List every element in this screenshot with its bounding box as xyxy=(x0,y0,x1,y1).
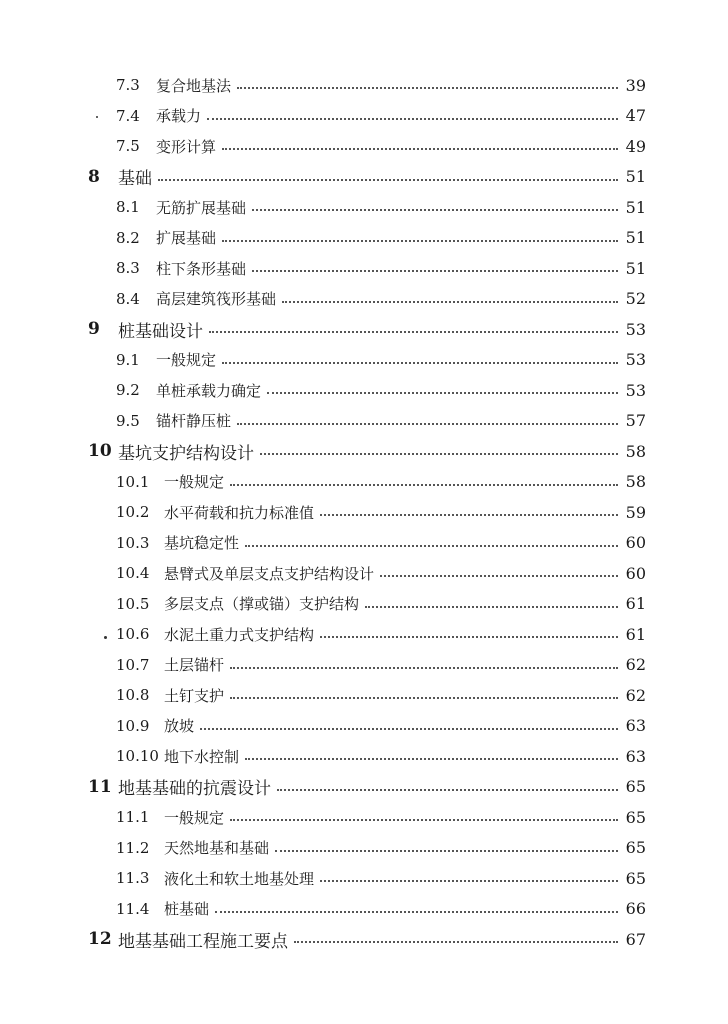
toc-chapter-entry xyxy=(0,314,728,344)
toc-entry-page-number: 60 xyxy=(625,533,646,552)
toc-entry-number: 8.4 xyxy=(116,289,140,308)
toc-entry-number: 10.9 xyxy=(116,716,150,735)
toc-entry-page-number: 65 xyxy=(625,777,646,796)
toc-entry-page-number: 39 xyxy=(625,75,646,95)
dot-leader xyxy=(215,911,618,913)
toc-entry-title: 柱下条形基础 xyxy=(156,259,247,278)
dot-leader xyxy=(230,697,618,699)
toc-section-entry xyxy=(0,863,728,893)
toc-section-entry xyxy=(0,894,728,924)
toc-entry-page-number: 49 xyxy=(625,136,646,156)
toc-entry-title: 液化土和软土地基处理 xyxy=(164,869,315,888)
toc-section-entry xyxy=(0,680,728,710)
toc-entry-title: 土层锚杆 xyxy=(164,656,225,674)
toc-entry-title: 悬臂式及单层支点支护结构设计 xyxy=(164,564,375,583)
toc-entry-title: 高层建筑筏形基础 xyxy=(156,290,277,308)
dot-leader xyxy=(365,606,618,608)
toc-section-entry xyxy=(0,223,728,253)
toc-entry-number: 10.7 xyxy=(116,655,150,674)
dot-leader xyxy=(222,240,618,242)
dot-leader xyxy=(267,392,618,394)
dot-leader xyxy=(222,148,618,150)
toc-chapter-entry xyxy=(0,924,728,954)
toc-chapter-entry xyxy=(0,772,728,802)
toc-entry-page-number: 51 xyxy=(625,167,646,186)
toc-entry-number: 11 xyxy=(88,776,112,797)
toc-entry-number: 7.4 xyxy=(116,106,140,125)
dot-leader xyxy=(237,423,618,425)
toc-entry-title: 基坑稳定性 xyxy=(164,534,240,552)
toc-section-entry xyxy=(0,406,728,436)
dot-leader xyxy=(320,514,618,516)
toc-entry-page-number: 51 xyxy=(625,258,646,278)
toc-entry-number: 8.3 xyxy=(116,259,140,277)
toc-chapter-entry xyxy=(0,162,728,192)
toc-section-entry xyxy=(0,650,728,680)
toc-entry-number: 9.2 xyxy=(116,381,140,399)
toc-entry-title: 桩基础设计 xyxy=(118,321,203,342)
toc-section-entry xyxy=(0,192,728,222)
dot-leader xyxy=(207,118,618,120)
toc-entry-number: 10.10 xyxy=(116,747,159,765)
toc-entry-number: 9 xyxy=(88,319,100,339)
toc-entry-number: 8 xyxy=(88,166,100,187)
toc-entry-number: 10.1 xyxy=(116,472,150,491)
toc-entry-title: 地基基础工程施工要点 xyxy=(118,931,288,952)
toc-entry-title: 一般规定 xyxy=(156,351,217,369)
toc-entry-title: 复合地基法 xyxy=(156,76,232,95)
toc-entry-page-number: 62 xyxy=(625,685,646,705)
toc-entry-page-number: 61 xyxy=(625,594,646,613)
toc-section-entry xyxy=(0,497,728,527)
toc-section-entry xyxy=(0,802,728,832)
scan-speck xyxy=(96,116,98,118)
dot-leader xyxy=(380,575,618,577)
toc-entry-page-number: 58 xyxy=(625,441,646,461)
toc-entry-page-number: 65 xyxy=(625,868,646,888)
dot-leader xyxy=(230,667,618,669)
toc-entry-title: 一般规定 xyxy=(164,473,225,491)
toc-section-entry xyxy=(0,375,728,405)
toc-entry-number: 9.1 xyxy=(116,350,140,369)
toc-entry-number: 10.5 xyxy=(116,594,150,613)
toc-entry-page-number: 61 xyxy=(625,624,646,644)
toc-entry-number: 9.5 xyxy=(116,411,140,430)
dot-leader xyxy=(230,819,618,821)
dot-leader xyxy=(275,850,618,852)
toc-section-entry xyxy=(0,619,728,649)
dot-leader xyxy=(245,545,618,547)
dot-leader xyxy=(320,880,618,882)
toc-entry-title: 放坡 xyxy=(164,717,195,735)
toc-section-entry xyxy=(0,70,728,100)
toc-entry-number: 8.2 xyxy=(116,228,140,247)
toc-entry-title: 锚杆静压桩 xyxy=(156,412,232,430)
toc-entry-page-number: 53 xyxy=(625,319,646,339)
dot-leader xyxy=(209,331,618,333)
toc-entry-number: 10 xyxy=(88,441,112,461)
toc-entry-title: 扩展基础 xyxy=(156,229,217,247)
toc-entry-page-number: 47 xyxy=(625,106,646,125)
toc-entry-page-number: 66 xyxy=(625,899,646,918)
toc-entry-page-number: 53 xyxy=(625,350,646,369)
dot-leader xyxy=(222,362,618,364)
toc-entry-number: 8.1 xyxy=(116,198,140,216)
toc-entry-number: 7.5 xyxy=(116,137,140,155)
toc-section-entry xyxy=(0,467,728,497)
toc-entry-title: 天然地基和基础 xyxy=(164,839,270,857)
dot-leader xyxy=(320,636,618,638)
dot-leader xyxy=(252,270,618,272)
toc-entry-page-number: 53 xyxy=(625,380,646,400)
toc-entry-page-number: 59 xyxy=(625,502,646,522)
toc-entry-number: 12 xyxy=(88,929,112,949)
toc-entry-number: 11.3 xyxy=(116,869,150,887)
toc-section-entry xyxy=(0,711,728,741)
toc-entry-number: 10.8 xyxy=(116,686,150,704)
toc-entry-page-number: 62 xyxy=(625,655,646,674)
toc-section-entry xyxy=(0,528,728,558)
toc-entry-number: 10.4 xyxy=(116,564,150,582)
dot-leader xyxy=(282,301,618,303)
toc-entry-title: 地基基础的抗震设计 xyxy=(118,779,271,799)
toc-section-entry xyxy=(0,345,728,375)
toc-entry-title: 水平荷载和抗力标准值 xyxy=(164,503,315,522)
dot-leader xyxy=(277,789,618,791)
toc-entry-page-number: 63 xyxy=(625,716,646,735)
toc-section-entry xyxy=(0,833,728,863)
toc-entry-page-number: 51 xyxy=(625,228,646,247)
toc-entry-title: 土钉支护 xyxy=(164,686,225,705)
toc-entry-number: 11.2 xyxy=(116,838,150,857)
toc-entry-title: 承载力 xyxy=(156,107,202,125)
toc-entry-number: 10.6 xyxy=(116,625,150,643)
toc-entry-page-number: 63 xyxy=(625,746,646,766)
toc-entry-page-number: 65 xyxy=(625,807,646,827)
toc-entry-number: 10.3 xyxy=(116,533,150,552)
dot-leader xyxy=(294,941,618,943)
toc-entry-title: 水泥土重力式支护结构 xyxy=(164,625,315,644)
toc-entry-page-number: 52 xyxy=(625,289,646,308)
dot-leader xyxy=(252,209,618,211)
toc-section-entry xyxy=(0,741,728,771)
toc-entry-title: 一般规定 xyxy=(164,808,225,827)
toc-section-entry xyxy=(0,284,728,314)
toc-entry-page-number: 65 xyxy=(625,838,646,857)
toc-entry-title: 地下水控制 xyxy=(164,747,240,766)
toc-entry-number: 11.1 xyxy=(116,808,150,826)
toc-entry-title: 桩基础 xyxy=(164,900,210,918)
toc-entry-title: 基坑支护结构设计 xyxy=(118,443,254,464)
dot-leader xyxy=(260,453,618,455)
dot-leader xyxy=(158,179,618,181)
toc-section-entry xyxy=(0,558,728,588)
toc-entry-title: 无筋扩展基础 xyxy=(156,198,247,217)
toc-entry-title: 变形计算 xyxy=(156,137,217,156)
toc-entry-page-number: 67 xyxy=(625,929,646,949)
toc-entry-number: 11.4 xyxy=(116,899,150,918)
toc-section-entry xyxy=(0,101,728,131)
toc-section-entry xyxy=(0,589,728,619)
toc-chapter-entry xyxy=(0,436,728,466)
dot-leader xyxy=(230,484,618,486)
toc-entry-page-number: 58 xyxy=(625,472,646,491)
dot-leader xyxy=(237,87,618,89)
dot-leader xyxy=(200,728,618,730)
toc-entry-page-number: 60 xyxy=(625,563,646,583)
dot-leader xyxy=(245,758,618,760)
toc-entry-title: 基础 xyxy=(118,169,152,189)
toc-entry-title: 单桩承载力确定 xyxy=(156,381,262,400)
scan-speck xyxy=(104,636,107,639)
toc-entry-number: 7.3 xyxy=(116,76,140,94)
toc-entry-page-number: 57 xyxy=(625,411,646,430)
toc-entry-title: 多层支点（撑或锚）支护结构 xyxy=(164,595,360,613)
toc-entry-page-number: 51 xyxy=(625,197,646,217)
toc-section-entry xyxy=(0,131,728,161)
toc-section-entry xyxy=(0,253,728,283)
toc-entry-number: 10.2 xyxy=(116,503,150,521)
